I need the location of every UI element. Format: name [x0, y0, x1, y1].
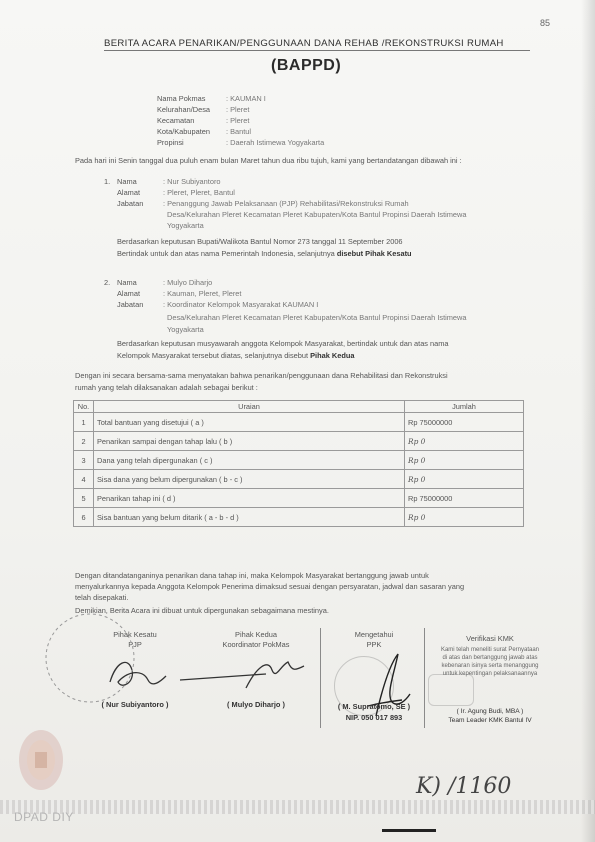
table-row: [74, 432, 524, 451]
signature-name: ( Nur Subiyantoro ): [101, 700, 169, 709]
party-address-label: Alamat: [117, 188, 141, 197]
row-amount-handwritten: Rp 0: [405, 508, 524, 527]
party-basis: Berdasarkan keputusan musyawarah anggota Kelompok Masyarakat, bertindak untuk dan atas nama: [117, 339, 449, 348]
row-description: Dana yang telah dipergunakan ( c ): [94, 451, 405, 470]
party-address-label: Alamat: [117, 289, 141, 298]
page-number: 85: [540, 18, 551, 28]
party-job-line: : Koordinator Kelompok Masyarakat KAUMAN I: [163, 300, 319, 309]
party-job-line: Yogyakarta: [167, 325, 204, 334]
signature-scribble: [176, 648, 326, 698]
table-row: [74, 489, 524, 508]
party-number: 2.: [104, 278, 111, 287]
party-designation: disebut Pihak Kesatu: [336, 249, 412, 258]
table-row: [74, 470, 524, 489]
signature-block-ppk: [326, 630, 422, 720]
signature-role: PPK: [366, 640, 382, 649]
row-amount: Rp 75000000: [405, 489, 524, 508]
verification-line: untuk kepentingan pelaksanaannya: [442, 671, 538, 677]
intro-paragraph: Pada hari ini Senin tanggal dua puluh enam bulan Maret tahun dua ribu tujuh, kami yang bertandatangan dibawah ini :: [75, 156, 462, 165]
party-designation: Pihak Kedua: [310, 351, 355, 360]
location-label: Propinsi: [157, 138, 184, 147]
signature-title: Pihak Kesatu: [113, 630, 157, 639]
row-description: Sisa bantuan yang belum ditarik ( a - b - d ): [94, 508, 405, 527]
signature-title: Mengetahui: [354, 630, 394, 639]
row-number: 3: [74, 451, 94, 470]
row-number: 2: [74, 432, 94, 451]
signature-role: PJP: [128, 640, 142, 649]
party-name: : Mulyo Diharjo: [163, 278, 213, 287]
table-header-amount: Jumlah: [405, 401, 524, 413]
party-job-line: Desa/Kelurahan Pleret Kecamatan Pleret Kabupaten/Kota Bantul Propinsi Daerah Istimewa: [167, 210, 467, 219]
party-job-label: Jabatan: [117, 300, 144, 309]
party-job-line: Yogyakarta: [167, 221, 204, 230]
table-row: [74, 508, 524, 527]
party-basis: Berdasarkan keputusan Bupati/Walikota Bantul Nomor 273 tanggal 11 September 2006: [117, 237, 403, 246]
scan-edge-shadow: [581, 0, 595, 842]
signature-name: ( Ir. Agung Budi, MBA ): [456, 708, 524, 715]
signature-title: Pihak Kedua: [235, 630, 277, 639]
row-number: 5: [74, 489, 94, 508]
row-description: Penarikan tahap ini ( d ): [94, 489, 405, 508]
table-row: [74, 413, 524, 432]
handwritten-archive-number: K) /1160: [416, 774, 512, 799]
signature-name: ( M. Supratomo, SE ): [337, 702, 411, 711]
signature-title: Verifikasi KMK: [466, 634, 514, 643]
party-basis: [117, 351, 354, 360]
table-header-description: Uraian: [94, 401, 405, 413]
signature-name: ( Mulyo Diharjo ): [227, 700, 285, 709]
row-amount-handwritten: Rp 0: [405, 470, 524, 489]
row-amount-handwritten: Rp 0: [405, 451, 524, 470]
signature-role: Team Leader KMK Bantul IV: [448, 717, 532, 724]
disbursement-table: [73, 400, 524, 527]
signature-block-kmk: [428, 630, 552, 724]
location-value: : Pleret: [226, 116, 250, 125]
party-name-label: Nama: [117, 177, 137, 186]
row-amount-handwritten: Rp 0: [405, 432, 524, 451]
signature-role: Koordinator PokMas: [222, 640, 290, 649]
row-number: 4: [74, 470, 94, 489]
party-name: : Nur Subiyantoro: [163, 177, 221, 186]
party-basis-text: Bertindak untuk dan atas nama Pemerintah Indonesia, selanjutnya: [117, 249, 335, 258]
party-basis: [117, 249, 412, 258]
table-row: [74, 451, 524, 470]
location-value: : Daerah Istimewa Yogyakarta: [226, 138, 325, 147]
row-description: Total bantuan yang disetujui ( a ): [94, 413, 405, 432]
row-number: 6: [74, 508, 94, 527]
footer-mark: [382, 829, 436, 832]
party-job-line: Desa/Kelurahan Pleret Kecamatan Pleret Kabupaten/Kota Bantul Propinsi Daerah Istimewa: [167, 313, 467, 322]
location-value: : KAUMAN I: [226, 94, 266, 103]
location-value: : Pleret: [226, 105, 250, 114]
row-amount: Rp 75000000: [405, 413, 524, 432]
signature-block-party-two: [196, 630, 316, 720]
dashed-stamp-outline: [40, 608, 140, 708]
closing-line: Dengan ditandatanganinya penarikan dana tahap ini, maka Kelompok Masyarakat bertanggung jawab untuk: [75, 571, 429, 580]
location-label: Kota/Kabupaten: [157, 127, 211, 136]
archive-seal-logo: [16, 724, 66, 794]
document-header: BERITA ACARA PENARIKAN/PENGGUNAAN DANA REHAB /REKONSTRUKSI RUMAH: [104, 38, 504, 49]
verification-stamp: [428, 674, 474, 706]
row-description: Sisa dana yang belum dipergunakan ( b - c ): [94, 470, 405, 489]
statement-line: Dengan ini secara bersama-sama menyatakan bahwa penarikan/penggunaan dana Rehabilitasi dan Rekonstruksi: [75, 371, 448, 380]
party-job-label: Jabatan: [117, 199, 144, 208]
closing-line: telah disepakati.: [75, 593, 129, 602]
location-value: : Bantul: [226, 127, 252, 136]
party-name-label: Nama: [117, 278, 137, 287]
location-label: Kelurahan/Desa: [157, 105, 211, 114]
party-job-line: : Penanggung Jawab Pelaksanaan (PJP) Rehabilitasi/Rekonstruksi Rumah: [163, 199, 409, 208]
document-code: (BAPPD): [271, 57, 342, 74]
party-address: : Pleret, Pleret, Bantul: [163, 188, 235, 197]
verification-line: Kami telah meneliti surat Pernyataan: [440, 647, 540, 653]
scan-border-strip: [0, 800, 595, 814]
row-number: 1: [74, 413, 94, 432]
verification-line: di atas dan bertanggung jawab atas: [442, 655, 538, 661]
table-header-row: [74, 401, 524, 413]
archive-watermark: DPAD DIY: [14, 810, 74, 824]
table-header-no: No.: [74, 401, 94, 413]
location-label: Kecamatan: [157, 116, 195, 125]
signature-nip: NIP. 050 017 893: [345, 713, 403, 722]
verification-line: kebenaran isinya serta menanggung: [441, 663, 539, 669]
party-address: : Kauman, Pleret, Pleret: [163, 289, 242, 298]
row-description: Penarikan sampai dengan tahap lalu ( b ): [94, 432, 405, 451]
statement-line: rumah yang telah dilaksanakan adalah sebagai berikut :: [75, 383, 258, 392]
closing-line: menyalurkannya kepada Anggota Kelompok Penerima dimaksud sesuai dengan persyaratan, jadwal dan sasaran yang: [75, 582, 465, 591]
closing-line: Demikian, Berita Acara ini dibuat untuk dipergunakan sebagaimana mestinya.: [75, 606, 329, 615]
party-basis-text: Kelompok Masyarakat tersebut diatas, selanjutnya disebut: [117, 351, 309, 360]
party-number: 1.: [104, 177, 111, 186]
header-underline: [104, 50, 530, 51]
location-label: Nama Pokmas: [157, 94, 206, 103]
